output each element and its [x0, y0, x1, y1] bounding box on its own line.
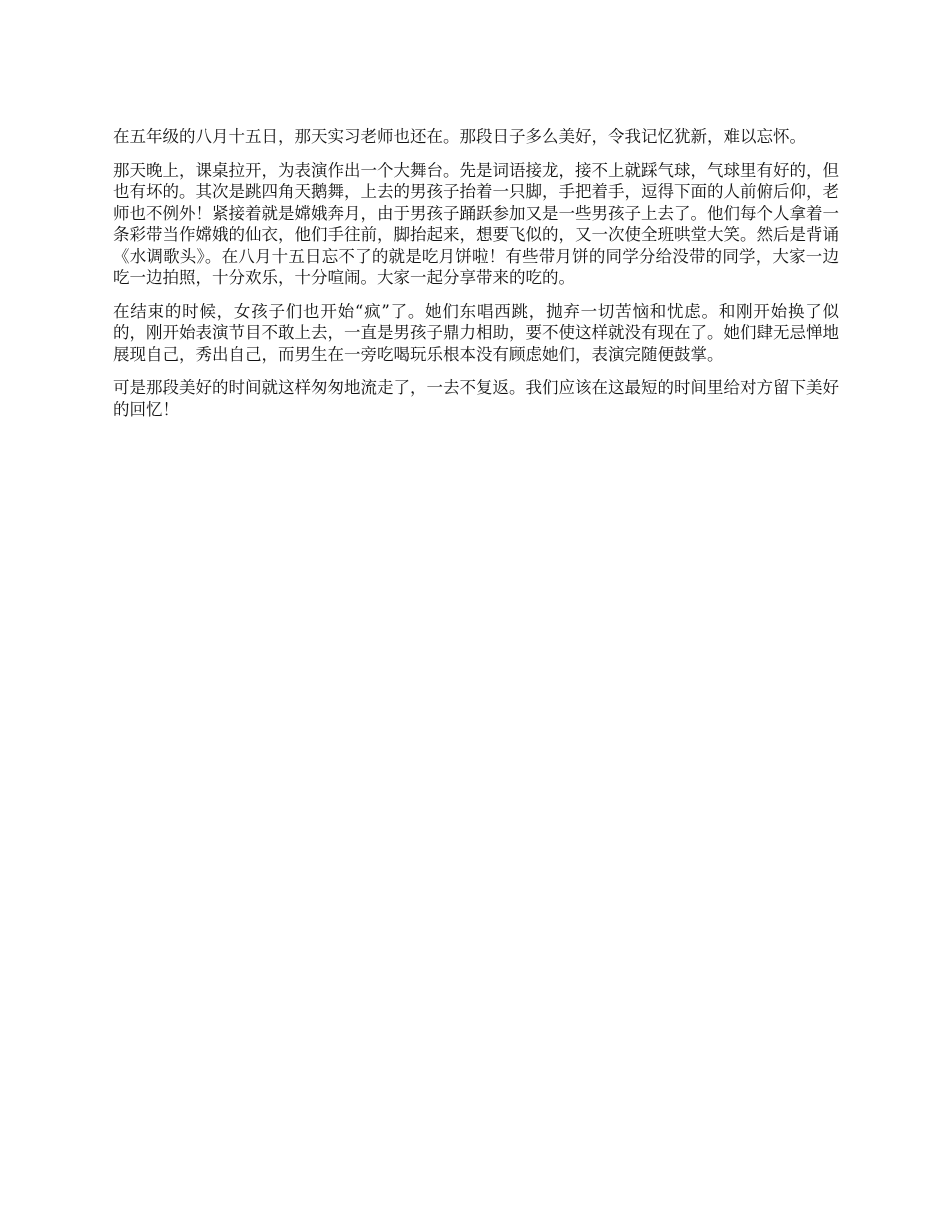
paragraph-4: 可是那段美好的时间就这样匆匆地流走了，一去不复返。我们应该在这最短的时间里给对方留下美好的回忆！ [113, 378, 839, 419]
document-body [113, 126, 839, 432]
paragraph-2: 那天晚上，课桌拉开，为表演作出一个大舞台。先是词语接龙，接不上就踩气球，气球里有好的，但也有坏的。其次是跳四角天鹅舞，上去的男孩子抬着一只脚，手把着手，逗得下面的人前俯后仰，老师也不例外！紧接着就是嫦娥奔月，由于男孩子踊跃参加又是一些男孩子上去了。他们每个人拿着一条彩带当作嫦娥的仙衣，他们手往前，脚抬起来，想要飞似的，又一次使全班哄堂大笑。然后是背诵《水调歌头》。在八月十五日忘不了的就是吃月饼啦！有些带月饼的同学分给没带的同学，大家一边吃一边拍照，十分欢乐，十分喧闹。大家一起分享带来的吃的。 [113, 160, 839, 287]
paragraph-1: 在五年级的八月十五日，那天实习老师也还在。那段日子多么美好，令我记忆犹新，难以忘怀。 [113, 127, 806, 146]
paragraph-3: 在结束的时候，女孩子们也开始“疯”了。她们东唱西跳，抛弃一切苦恼和忧虑。和刚开始换了似的，刚开始表演节目不敢上去，一直是男孩子鼎力相助，要不使这样就没有现在了。她们肆无忌惮地展现自己，秀出自己，而男生在一旁吃喝玩乐根本没有顾虑她们，表演完随便鼓掌。 [113, 301, 839, 364]
